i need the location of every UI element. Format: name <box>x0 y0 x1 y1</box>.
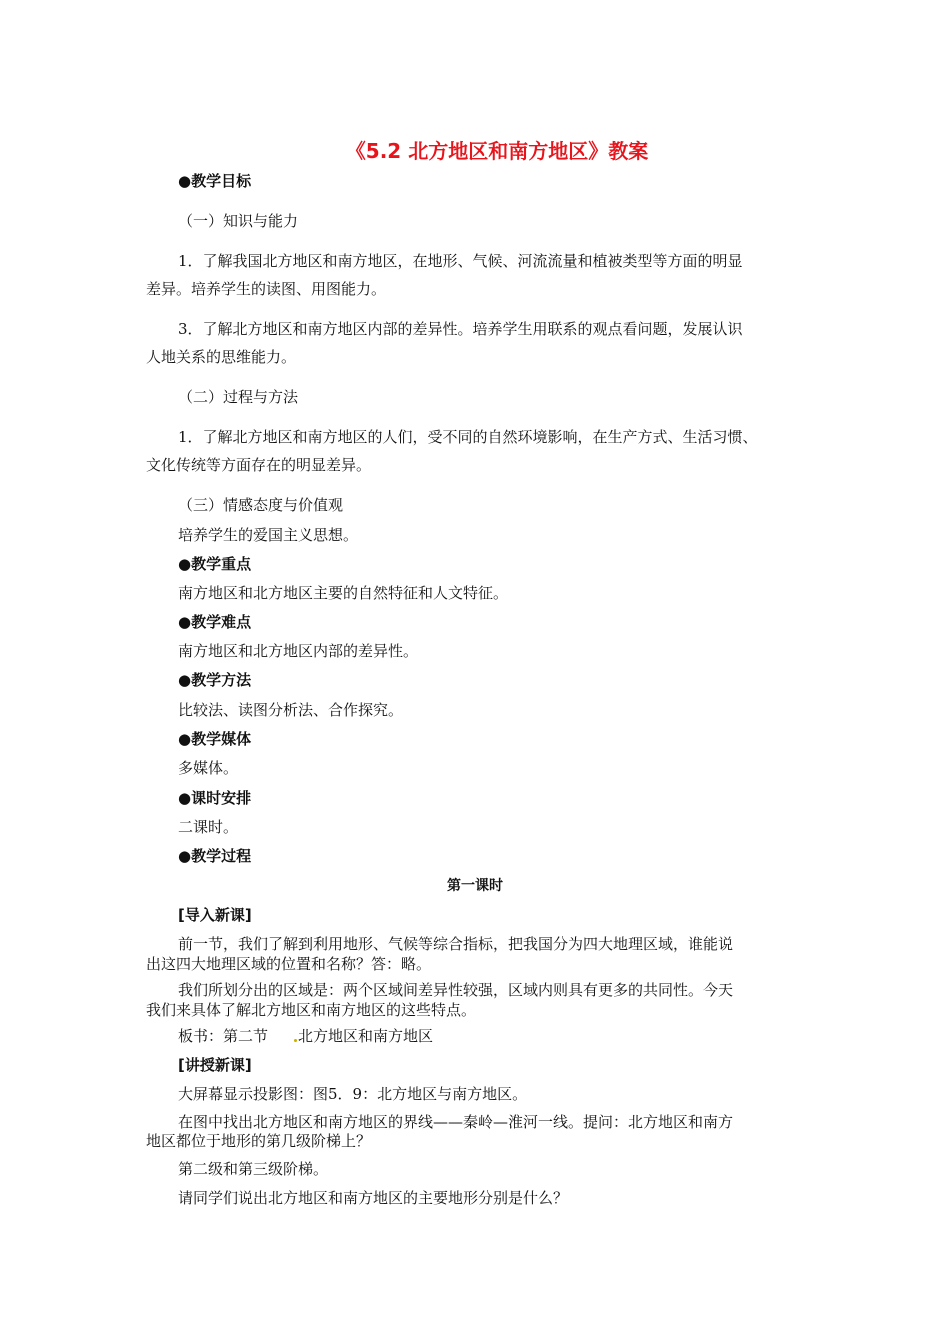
intro-p1-line2: 出这四大地理区域的位置和名称？答：略。 <box>146 955 432 973</box>
key-points-text: 南方地区和北方地区主要的自然特征和人文特征。 <box>178 584 509 602</box>
heading-key-points: ●教学重点 <box>178 555 252 573</box>
heading-schedule: ●课时安排 <box>178 789 252 807</box>
heading-teaching-goals: ●教学目标 <box>178 172 252 190</box>
new-lesson-p4: 请同学们说出北方地区和南方地区的主要地形分别是什么？ <box>178 1189 569 1207</box>
methods-text: 比较法、读图分析法、合作探究。 <box>178 701 404 719</box>
intro-p1-line1: 前一节，我们了解到利用地形、气候等综合指标，把我国分为四大地理区域，谁能说 <box>178 935 734 953</box>
knowledge-item3-line1: 3．了解北方地区和南方地区内部的差异性。培养学生用联系的观点看问题，发展认识 <box>178 320 743 338</box>
subheading-knowledge: （一）知识与能力 <box>178 212 299 230</box>
document-title: 《5.2 北方地区和南方地区》教案 <box>345 139 649 163</box>
new-lesson-p3: 第二级和第三级阶梯。 <box>178 1160 329 1178</box>
board-title: 北方地区和南方地区 <box>298 1027 434 1045</box>
heading-teaching-process: ●教学过程 <box>178 847 252 865</box>
new-lesson-p2-line2: 地区都位于地形的第几级阶梯上？ <box>146 1132 372 1150</box>
new-lesson-p1: 大屏幕显示投影图：图5．9：北方地区与南方地区。 <box>178 1085 528 1103</box>
process-item1-line1: 1．了解北方地区和南方地区的人们，受不同的自然环境影响，在生产方式、生活习惯、 <box>178 428 758 446</box>
emotion-text: 培养学生的爱国主义思想。 <box>178 526 359 544</box>
subheading-process: （二）过程与方法 <box>178 388 299 406</box>
subheading-emotion: （三）情感态度与价值观 <box>178 496 344 514</box>
knowledge-item1-line2: 差异。培养学生的读图、用图能力。 <box>146 280 387 298</box>
ink-dot-mark <box>294 1039 297 1042</box>
difficulties-text: 南方地区和北方地区内部的差异性。 <box>178 642 419 660</box>
media-text: 多媒体。 <box>178 759 239 777</box>
heading-new-lesson: [讲授新课] <box>178 1056 252 1074</box>
process-item1-line2: 文化传统等方面存在的明显差异。 <box>146 456 372 474</box>
intro-p2-line2: 我们来具体了解北方地区和南方地区的这些特点。 <box>146 1001 477 1019</box>
intro-p2-line1: 我们所划分出的区域是：两个区域间差异性较强，区域内则具有更多的共同性。今天 <box>178 981 734 999</box>
knowledge-item3-line2: 人地关系的思维能力。 <box>146 348 297 366</box>
knowledge-item1-line1: 1．了解我国北方地区和南方地区，在地形、气候、河流流量和植被类型等方面的明显 <box>178 252 743 270</box>
schedule-text: 二课时。 <box>178 818 239 836</box>
lesson-title: 第一课时 <box>447 878 503 894</box>
heading-intro: [导入新课] <box>178 906 252 924</box>
heading-methods: ●教学方法 <box>178 671 252 689</box>
new-lesson-p2-line1: 在图中找出北方地区和南方地区的界线——秦岭—淮河一线。提问：北方地区和南方 <box>178 1113 734 1131</box>
heading-media: ●教学媒体 <box>178 730 252 748</box>
board-label: 板书：第二节 <box>178 1027 269 1045</box>
heading-difficulties: ●教学难点 <box>178 613 252 631</box>
